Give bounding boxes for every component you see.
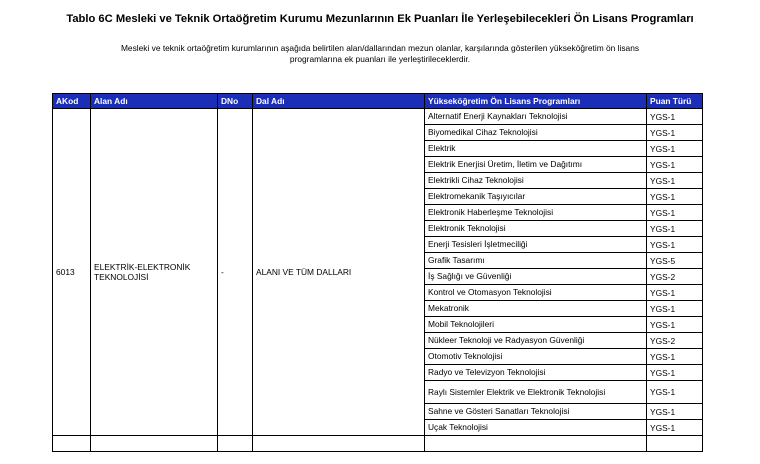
puan-cell: YGS-1 (647, 125, 703, 141)
header-dal-adi: Dal Adı (253, 94, 425, 109)
puan-cell: YGS-1 (647, 173, 703, 189)
dno-cell: - (218, 109, 253, 436)
puan-cell: YGS-1 (647, 109, 703, 125)
puan-cell: YGS-5 (647, 253, 703, 269)
puan-cell: YGS-1 (647, 349, 703, 365)
program-cell: Enerji Tesisleri İşletmeciliği (425, 237, 647, 253)
alan-adi-cell: ELEKTRİK-ELEKTRONİK TEKNOLOJİSİ (91, 109, 218, 436)
program-cell: Sahne ve Gösteri Sanatları Teknolojisi (425, 404, 647, 420)
program-cell: Kontrol ve Otomasyon Teknolojisi (425, 285, 647, 301)
page-title: Tablo 6C Mesleki ve Teknik Ortaöğretim Kurumu Mezunlarının Ek Puanları İle Yerleşebilecekleri Ön Lisans Programları (66, 13, 694, 25)
puan-cell: YGS-1 (647, 205, 703, 221)
program-cell: Otomotiv Teknolojisi (425, 349, 647, 365)
header-akod: AKod (53, 94, 91, 109)
header-programs: Yükseköğretim Ön Lisans Programları (425, 94, 647, 109)
program-cell: Elektrik Enerjisi Üretim, İletim ve Dağıtımı (425, 157, 647, 173)
puan-cell: YGS-1 (647, 420, 703, 436)
table-header-row (53, 94, 703, 109)
program-cell: Elektrik (425, 141, 647, 157)
intro-line-1: Mesleki ve teknik ortaöğretim kurumlarının aşağıda belirtilen alan/dallarından mezun olanlar, karşılarında gösterilen yükseköğretim ön lisans (120, 43, 640, 53)
puan-cell: YGS-1 (647, 381, 703, 404)
puan-cell: YGS-1 (647, 404, 703, 420)
program-cell: Elektronik Teknolojisi (425, 221, 647, 237)
program-cell: Radyo ve Televizyon Teknolojisi (425, 365, 647, 381)
program-cell: Mobil Teknolojileri (425, 317, 647, 333)
puan-cell: YGS-1 (647, 157, 703, 173)
header-dno: DNo (218, 94, 253, 109)
program-cell: Raylı Sistemler Elektrik ve Elektronik Teknolojisi (425, 381, 647, 404)
intro-line-2: programlarına ek puanları ile yerleştirileceklerdir. (289, 54, 471, 64)
program-cell: İş Sağlığı ve Güvenliği (425, 269, 647, 285)
program-cell: Elektronik Haberleşme Teknolojisi (425, 205, 647, 221)
header-alan-adi: Alan Adı (91, 94, 218, 109)
table-row (53, 109, 703, 125)
puan-cell: YGS-1 (647, 365, 703, 381)
puan-cell: YGS-1 (647, 141, 703, 157)
programs-table (52, 93, 703, 452)
program-cell: Biyomedikal Cihaz Teknolojisi (425, 125, 647, 141)
program-cell: Uçak Teknolojisi (425, 420, 647, 436)
puan-cell: YGS-2 (647, 333, 703, 349)
program-cell: Nükleer Teknoloji ve Radyasyon Güvenliği (425, 333, 647, 349)
program-cell: Grafik Tasarımı (425, 253, 647, 269)
puan-cell: YGS-1 (647, 285, 703, 301)
program-cell: Elektrikli Cihaz Teknolojisi (425, 173, 647, 189)
program-cell: Elektromekanik Taşıyıcılar (425, 189, 647, 205)
puan-cell: YGS-1 (647, 237, 703, 253)
puan-cell: YGS-2 (647, 269, 703, 285)
akod-cell: 6013 (53, 109, 91, 436)
table-row-cut-off (53, 436, 703, 452)
puan-cell: YGS-1 (647, 189, 703, 205)
header-puan-turu: Puan Türü (647, 94, 703, 109)
puan-cell: YGS-1 (647, 301, 703, 317)
program-cell: Alternatif Enerji Kaynakları Teknolojisi (425, 109, 647, 125)
program-cell: Mekatronik (425, 301, 647, 317)
intro-text (60, 43, 700, 65)
dal-adi-cell: ALANI VE TÜM DALLARI (253, 109, 425, 436)
puan-cell: YGS-1 (647, 221, 703, 237)
puan-cell: YGS-1 (647, 317, 703, 333)
